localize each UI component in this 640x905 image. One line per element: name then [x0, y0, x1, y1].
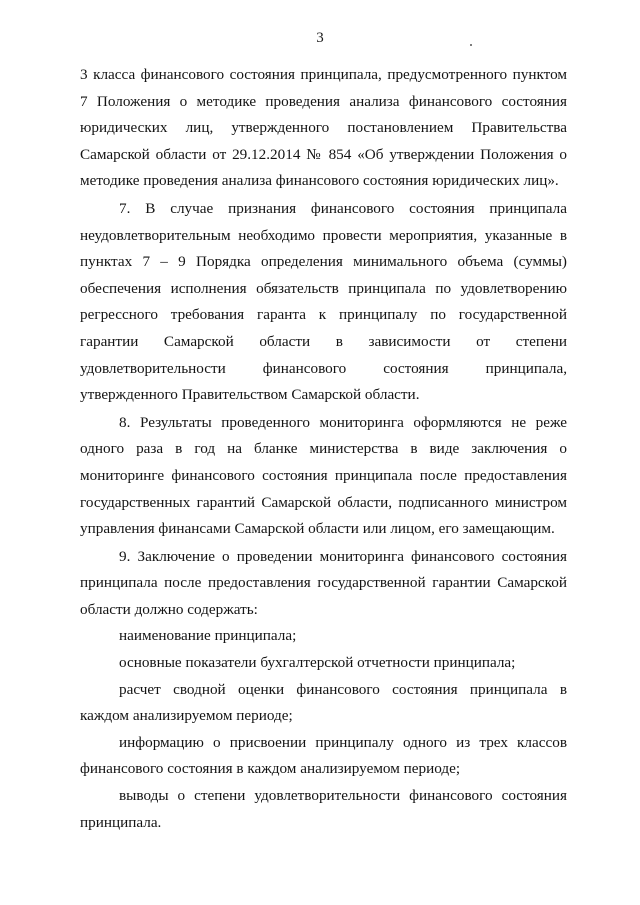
paragraph-item-8: 8. Результаты проведенного мониторинга оформляются не реже одного раза в год на бланке министерства в виде заключения о мониторинге финансового состояния принципала после предоставления государственных гарантий Самарской области, подписанного министром управления финансами Самарской области или лицом, его замещающим. [80, 413, 567, 538]
list-item-accounting-indicators: основные показатели бухгалтерской отчетности принципала; [119, 654, 516, 672]
list-item-principal-name: наименование принципала; [119, 627, 297, 645]
list-item-class-assignment: информацию о присвоении принципалу одного из трех классов финансового состояния в каждом анализируемом периоде; [80, 733, 567, 778]
list-item-conclusions: выводы о степени удовлетворительности финансового состояния принципала. [80, 787, 567, 831]
paragraph-item-9: 9. Заключение о проведении мониторинга финансового состояния принципала после предоставления государственной гарантии Самарской области должно содержать: [80, 547, 567, 618]
page-number: 3 [316, 30, 324, 46]
paragraph-item-7: 7. В случае признания финансового состояния принципала неудовлетворительным необходимо провести мероприятия, указанные в пунктах 7 – 9 Порядка определения минимального объема (суммы) обеспечения исполнения обязательств принципала по удовлетворению регрессного требования гаранта к принципалу по государственной гарантии Самарской области в зависимости от степени удовлетворительности финансового состояния принципала, утвержденного Правительством Самарской области. [80, 199, 567, 404]
document-body [80, 62, 567, 836]
list-item-summary-assessment: расчет сводной оценки финансового состояния принципала в каждом анализируемом периоде; [80, 680, 567, 725]
paragraph-continuation: 3 класса финансового состояния принципала, предусмотренного пунктом 7 Положения о методике проведения анализа финансового состояния юридических лиц, утвержденного постановлением Правительства Самарской области от 29.12.2014 № 854 «Об утверждении Положения о методике проведения анализа финансового состояния юридических лиц». [80, 66, 567, 190]
scan-speck [470, 44, 472, 46]
